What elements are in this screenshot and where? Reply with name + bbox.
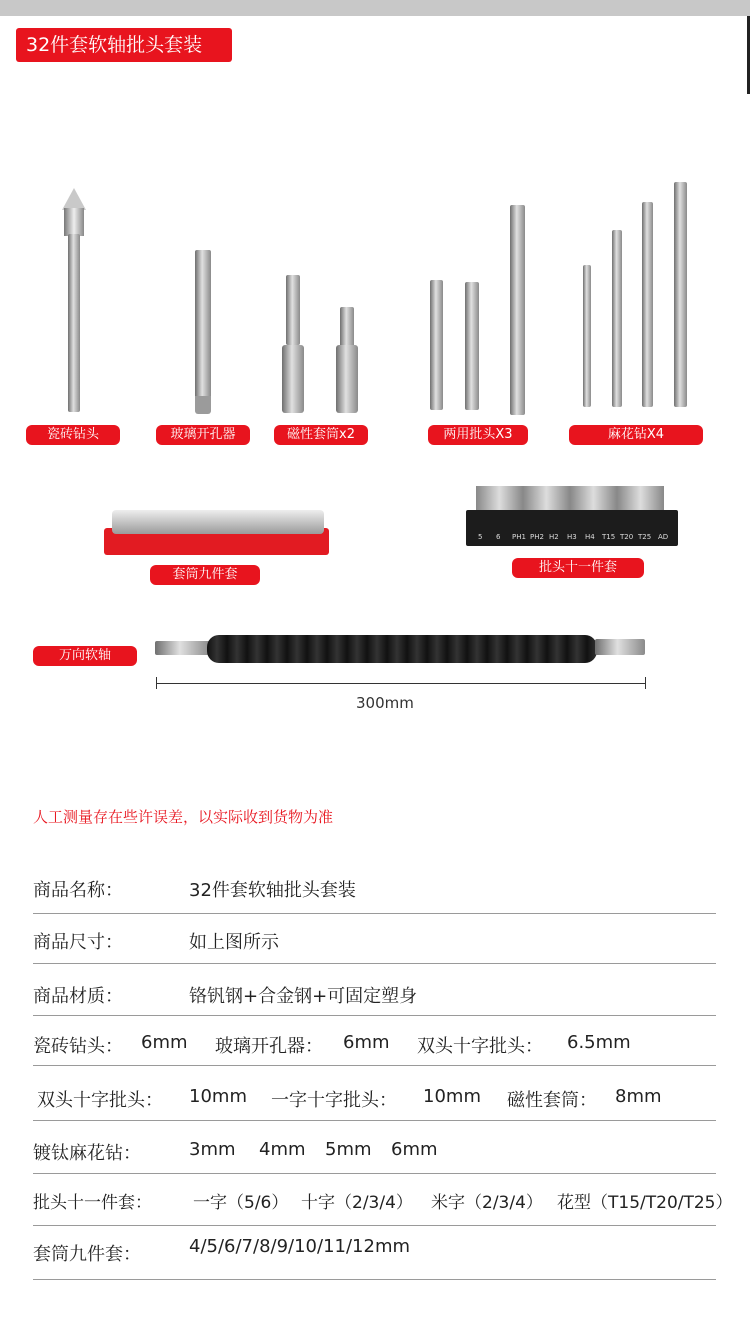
spec-value: 32件套软轴批头套装: [189, 880, 356, 901]
flex-shaft-image: [155, 630, 645, 670]
spec-value: 一字（5/6）: [193, 1193, 289, 1213]
bit-code: T20: [620, 533, 634, 541]
spec-value: 米字（2/3/4）: [431, 1193, 543, 1213]
spec-key: 双头十字批头：: [417, 1036, 543, 1057]
socket-nine-image: [104, 510, 329, 555]
spec-value: 8mm: [615, 1086, 662, 1107]
dimension-label: 300mm: [356, 694, 414, 712]
spec-key: 套筒九件套：: [33, 1244, 141, 1265]
bit-code: 6: [496, 533, 501, 541]
dimension-line: [156, 683, 646, 684]
bit-code: T25: [638, 533, 652, 541]
spec-divider: [33, 1120, 716, 1121]
spec-key: 镀钛麻花钻：: [33, 1143, 141, 1164]
spec-value: 10mm: [423, 1086, 481, 1107]
dimension-tick-right: [645, 677, 646, 689]
twist-drills-image: [580, 180, 695, 410]
spec-key: 批头十一件套：: [33, 1193, 152, 1213]
bit-code: H4: [585, 533, 595, 541]
bit-eleven-codes: [474, 533, 674, 545]
bit-code: PH2: [530, 533, 544, 541]
label-bit-eleven: 批头十一件套: [512, 558, 644, 578]
glass-opener-image: [192, 250, 214, 415]
spec-key: 瓷砖钻头：: [33, 1036, 123, 1057]
measurement-note: 人工测量存在些许误差，以实际收到货物为准: [33, 808, 334, 826]
label-glass-opener: 玻璃开孔器: [156, 425, 250, 445]
bit-code: H2: [549, 533, 559, 541]
label-tile-drill: 瓷砖钻头: [26, 425, 120, 445]
spec-value: 6mm: [141, 1032, 188, 1053]
dimension-tick-left: [156, 677, 157, 689]
spec-key: 一字十字批头：: [271, 1090, 397, 1111]
bit-code: PH1: [512, 533, 526, 541]
tile-drill-image: [60, 188, 88, 413]
spec-value: 10mm: [189, 1086, 247, 1107]
spec-value: 十字（2/3/4）: [301, 1193, 413, 1213]
label-dual-bits: 两用批头X3: [428, 425, 528, 445]
spec-value: 5mm: [325, 1139, 372, 1160]
spec-value: 3mm: [189, 1139, 236, 1160]
spec-key: 商品名称：: [33, 880, 123, 901]
spec-divider: [33, 1015, 716, 1016]
spec-divider: [33, 1173, 716, 1174]
bit-code: T15: [602, 533, 616, 541]
spec-value: 铬钒钢+合金钢+可固定塑身: [189, 986, 418, 1007]
bit-eleven-image: [466, 486, 678, 546]
label-socket-nine: 套筒九件套: [150, 565, 260, 585]
magnetic-socket-image: [278, 275, 368, 415]
spec-value: 4/5/6/7/8/9/10/11/12mm: [189, 1236, 411, 1257]
dual-bits-image: [425, 200, 535, 415]
spec-key: 商品材质：: [33, 986, 123, 1007]
spec-key: 玻璃开孔器：: [215, 1036, 323, 1057]
bit-code: 5: [478, 533, 483, 541]
spec-value: 花型（T15/T20/T25）: [557, 1193, 733, 1213]
spec-value: 4mm: [259, 1139, 306, 1160]
spec-value: 6mm: [343, 1032, 390, 1053]
top-band: [0, 0, 750, 16]
spec-divider: [33, 913, 716, 914]
spec-divider: [33, 1279, 716, 1280]
spec-divider: [33, 1065, 716, 1066]
spec-key: 商品尺寸：: [33, 932, 123, 953]
label-magnetic-socket: 磁性套筒x2: [274, 425, 368, 445]
bit-code: AD: [658, 533, 669, 541]
spec-key: 双头十字批头：: [37, 1090, 163, 1111]
bit-code: H3: [567, 533, 577, 541]
spec-value: 如上图所示: [189, 932, 279, 953]
spec-divider: [33, 963, 716, 964]
spec-divider: [33, 1225, 716, 1226]
label-flex-shaft: 万向软轴: [33, 646, 137, 666]
spec-value: 6.5mm: [567, 1032, 631, 1053]
label-twist-drills: 麻花钻X4: [569, 425, 703, 445]
spec-key: 磁性套筒：: [507, 1090, 597, 1111]
spec-value: 6mm: [391, 1139, 438, 1160]
title-badge: 32件套软轴批头套装: [16, 28, 232, 62]
